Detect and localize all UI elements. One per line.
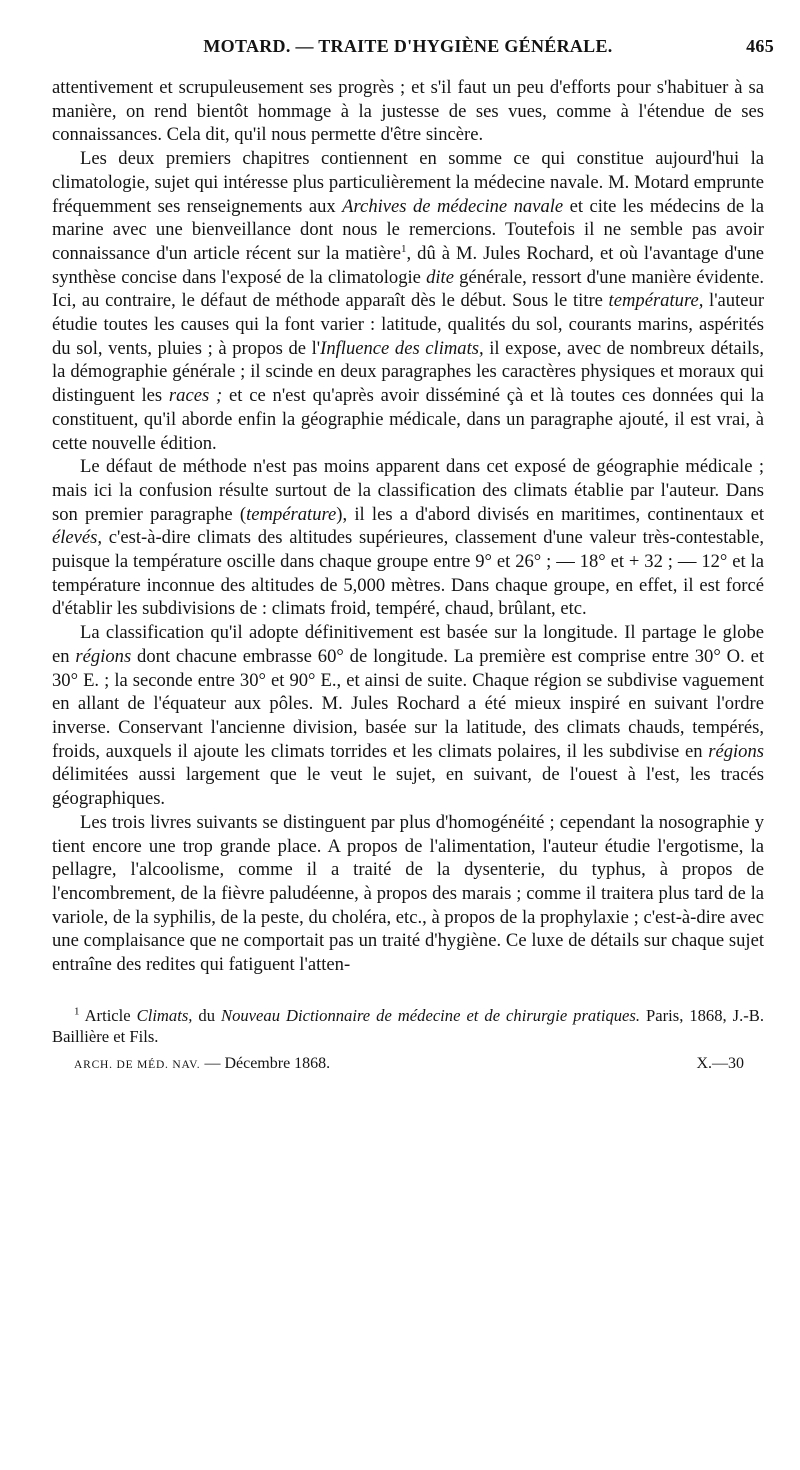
text-run: La classification qu'il adopte définitivement est basée sur la longitude. Il partage le globe en (52, 622, 764, 667)
text-run: dont chacune embrasse 60° de longitude. La première est comprise entre 30° O. et 30° E. ; la seconde entre 30° et 90° E., et ainsi de suite. Chaque région se subdivise vaguement en allant de l'équateur aux pôles. M. Jules Rochard a été mieux inspiré en suivant l'ordre inverse. Conservant l'ancienne division, basée sur la latitude, des climats chauds, tempérés, froids, auxquels il ajoute les climats torrides et les climats polaires, il les subdivise en (52, 645, 765, 762)
italic-run: élevés, (52, 527, 103, 549)
header-title: MOTARD. — TRAITE D'HYGIÈNE GÉNÉRALE. (203, 36, 613, 56)
paragraph-3 (52, 455, 764, 621)
text-run: et ce n'est qu'après avoir disséminé çà et là toutes ces données qui la constituent, qu'il aborde enfin la géographie médicale, dans un paragraphe ajouté, il est vrai, à cette nouvelle édition. (52, 385, 765, 454)
journal-abbrev: ARCH. DE MÉD. NAV. (74, 1058, 201, 1071)
footnote-marker[interactable]: 1 (401, 242, 407, 255)
italic-run: Archives de médecine navale (342, 195, 564, 217)
text-run: et cite les médecins de la marine avec une bienveillance dont nous le remercions. Toutefois il ne semble pas avoir connaissance d'un article récent sur la matière (52, 195, 764, 264)
italic-run: Nouveau Dictionnaire de médecine et de chirurgie pratiques. (221, 1005, 641, 1025)
italic-run: régions (75, 645, 132, 667)
text-run: c'est-à-dire climats des altitudes supérieures, classement d'une valeur très-contestable, puisque la température oscille dans chaque groupe entre 9° et 26° ; — 18° et + 32 ; — 12° et la température inconnue des altitudes de 5,000 mètres. Dans chaque groupe, en effet, il est forcé d'établir les subdivisions de : climats froid, tempéré, chaud, brûlant, etc. (52, 527, 764, 620)
text-run: Paris, 1868, J.-B. Baillière et Fils. (52, 1005, 765, 1046)
italic-run: dite (426, 266, 454, 288)
footnote-number: 1 (74, 1005, 80, 1018)
text-run: délimitées aussi largement que le veut le sujet, en suivant, de l'ouest à l'est, les tracés géographiques. (52, 764, 764, 810)
footer-journal (74, 1055, 330, 1073)
page-number: 465 (746, 36, 774, 56)
signature-mark: X.—30 (696, 1054, 744, 1072)
page (52, 36, 774, 1077)
italic-run: température, (608, 290, 704, 312)
text-run: du (192, 1005, 222, 1025)
text-run: , dû à M. Jules Rochard, et où l'avantage d'une synthèse concise dans l'exposé de la climatologie (52, 242, 764, 288)
footer-date: — Décembre 1868. (204, 1054, 331, 1072)
text-run: ), il les a d'abord divisés en maritimes, continentaux et (336, 503, 765, 525)
page-footer (52, 1055, 764, 1077)
running-header (52, 36, 774, 62)
paragraph-1: attentivement et scrupuleusement ses progrès ; et s'il faut un peu d'efforts pour s'habituer à sa manière, on rend bientôt hommage à la justesse de ses vues, comme à l'étendue de ses connaissances. Cela dit, qu'il nous permette d'être sincère. (52, 77, 764, 146)
text-run: l'auteur étudie toutes les causes qui la font varier : latitude, qualités du sol, courants marins, aspérités du sol, vents, pluies ; à propos de l' (52, 290, 765, 359)
italic-run: Influence des climats, (320, 337, 484, 359)
text-run: Le défaut de méthode n'est pas moins apparent dans cet exposé de géographie médicale ; mais ici la confusion résulte surtout de la classification des climats établie par l'auteur. Dans son premier paragraphe ( (52, 456, 764, 525)
text-run: il expose, avec de nombreux détails, la démographie générale ; il scinde en deux paragraphes les caractères physiques et moraux qui distinguent les (52, 337, 765, 407)
footnote (52, 1005, 764, 1047)
paragraph-2 (52, 147, 764, 455)
body-text (52, 76, 764, 977)
paragraph-5: Les trois livres suivants se distinguent par plus d'homogénéité ; cependant la nosographie y tient encore une trop grande place. A propos de l'alimentation, l'auteur étudie l'ergotisme, la pellagre, l'alcoolisme, comme il a traité de la dysenterie, du typhus, à propos de l'encombrement, de la fièvre paludéenne, à propos des marais ; comme il traitera plus tard de la variole, de la syphilis, de la peste, du choléra, etc., à propos de la prophylaxie ; c'est-à-dire avec une complaisance que ne comportait pas un traité d'hygiène. Ce luxe de détails sur chaque sujet entraîne des redites qui fatiguent l'atten- (52, 811, 764, 976)
italic-run: Climats, (136, 1005, 193, 1025)
text-run: Article (84, 1005, 137, 1025)
italic-run: température (246, 503, 337, 525)
italic-run: régions (708, 740, 764, 762)
text-run: Les deux premiers chapitres contiennent en somme ce qui constitue aujourd'hui la climatologie, sujet qui intéresse plus particulièrement la médecine navale. M. Motard emprunte fréquemment ses renseignements aux (52, 148, 764, 217)
italic-run: races ; (168, 385, 223, 407)
paragraph-4 (52, 621, 764, 811)
text-run: générale, ressort d'une manière évidente. Ici, au contraire, le défaut de méthode apparaît dès le début. Sous le titre (52, 266, 764, 312)
